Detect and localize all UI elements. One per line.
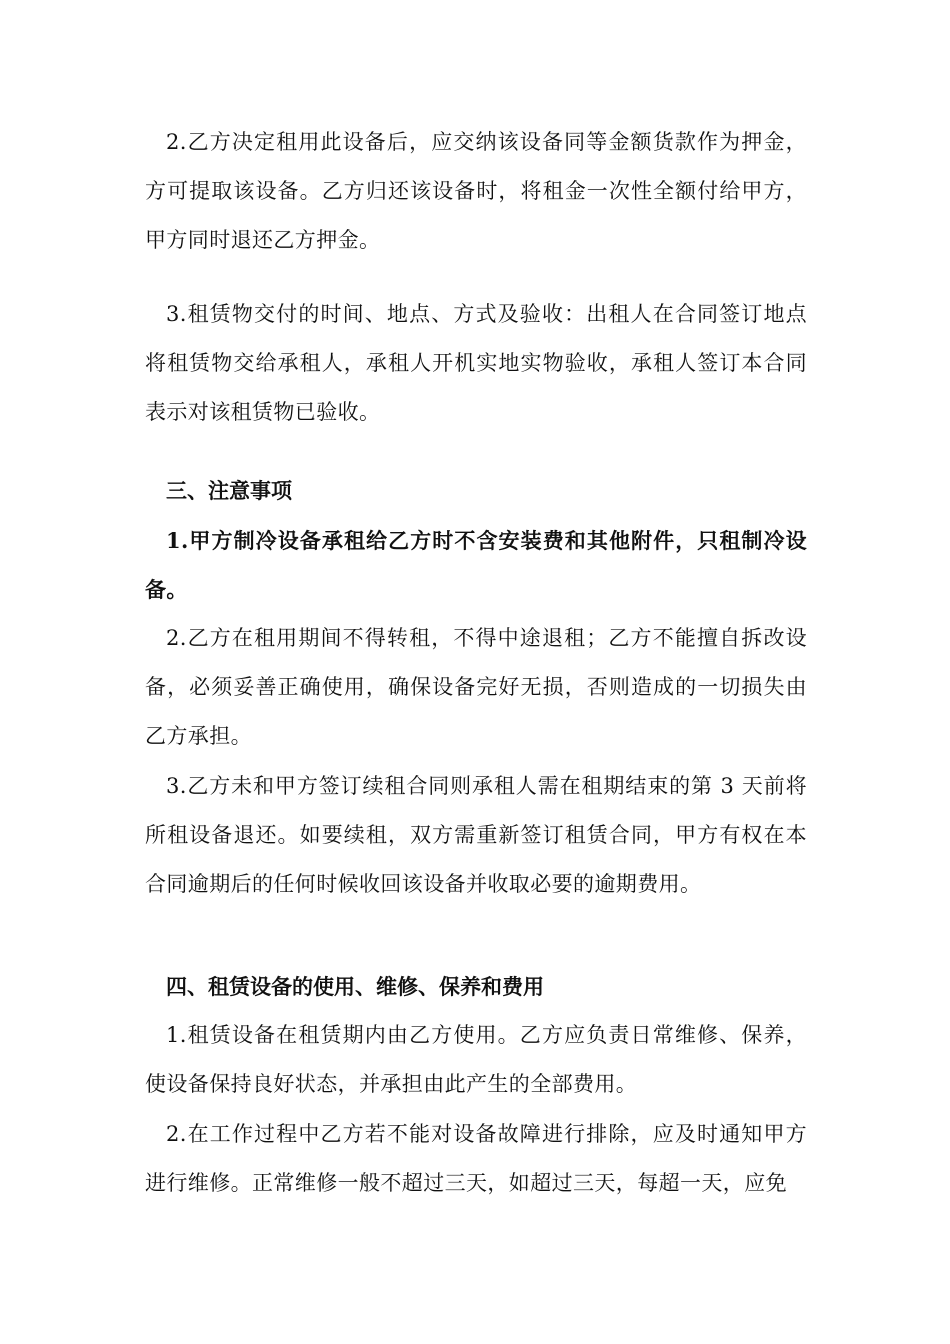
section-4-item-2: 2.在工作过程中乙方若不能对设备故障进行排除，应及时通知甲方进行维修。正常维修一般不超过三天，如超过三天，每超一天，应免 bbox=[145, 1122, 807, 1195]
clause-2-deposit: 2.乙方决定租用此设备后，应交纳该设备同等金额货款作为押金，方可提取该设备。乙方归还该设备时，将租金一次性全额付给甲方，甲方同时退还乙方押金。 bbox=[145, 130, 807, 252]
section-3-item-2: 2.乙方在租用期间不得转租，不得中途退租；乙方不能擅自拆改设备，必须妥善正确使用，确保设备完好无损，否则造成的一切损失由乙方承担。 bbox=[145, 626, 807, 748]
section-3-item-1: 1.甲方制冷设备承租给乙方时不含安装费和其他附件，只租制冷设备。 bbox=[145, 528, 807, 602]
clause-3-delivery: 3.租赁物交付的时间、地点、方式及验收：出租人在合同签订地点将租赁物交给承租人，承租人开机实地实物验收，承租人签订本合同表示对该租赁物已验收。 bbox=[145, 302, 807, 424]
section-4-heading: 四、租赁设备的使用、维修、保养和费用 bbox=[166, 974, 544, 999]
section-3-item-3: 3.乙方未和甲方签订续租合同则承租人需在租期结束的第 3 天前将所租设备退还。如要续租，双方需重新签订租赁合同，甲方有权在本合同逾期后的任何时候收回该设备并收取必要的逾期费用。 bbox=[145, 774, 807, 896]
section-3-heading: 三、注意事项 bbox=[166, 478, 292, 503]
section-4-item-1: 1.租赁设备在租赁期内由乙方使用。乙方应负责日常维修、保养，使设备保持良好状态，并承担由此产生的全部费用。 bbox=[145, 1023, 807, 1096]
